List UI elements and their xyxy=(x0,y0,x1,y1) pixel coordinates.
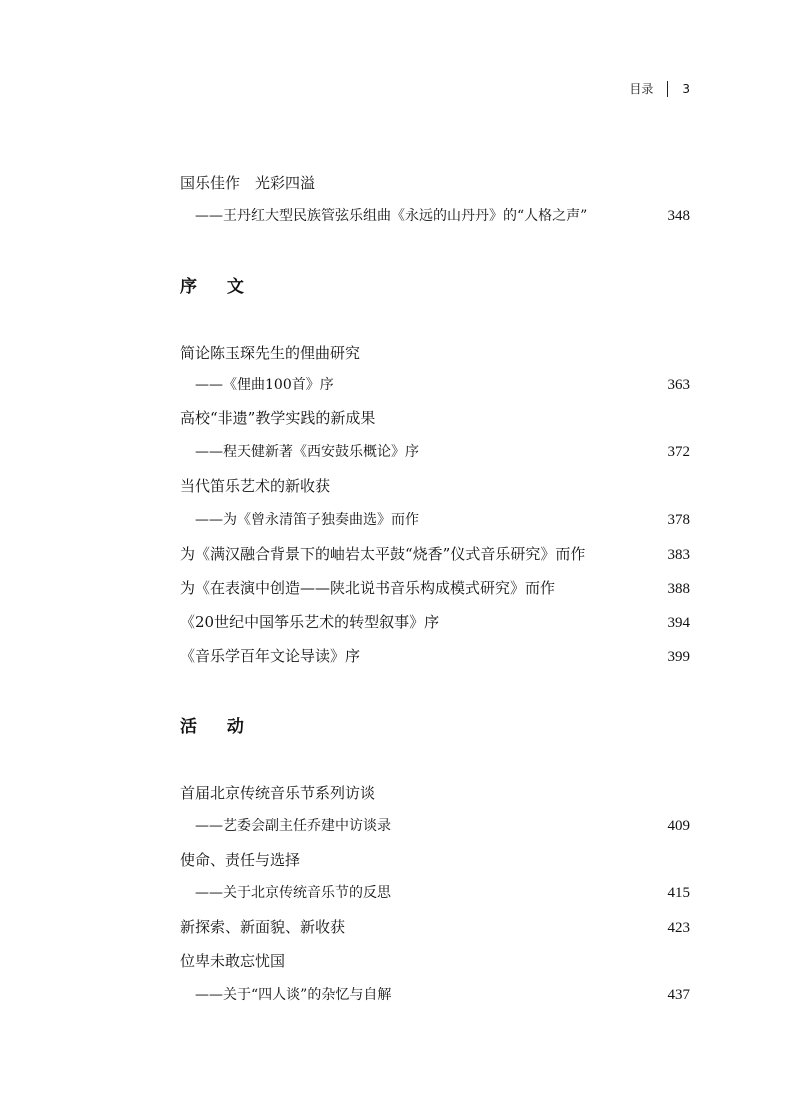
toc-entry-title: 国乐佳作 光彩四溢 xyxy=(180,174,316,192)
toc-line: 为《满汉融合背景下的岫岩太平鼓“烧香”仪式音乐研究》而作 383 xyxy=(180,545,690,563)
toc-line: 为《在表演中创造——陕北说书音乐构成模式研究》而作 388 xyxy=(180,579,690,597)
header-label: 目录 xyxy=(629,82,654,96)
toc-line: ——为《曾永清笛子独奏曲选》而作 378 xyxy=(195,512,690,528)
toc-line: ——关于北京传统音乐节的反思 415 xyxy=(195,885,690,901)
toc-line: ——关于“四人谈”的杂忆与自解 437 xyxy=(195,987,690,1003)
toc-line: 高校“非遗”教学实践的新成果 xyxy=(180,409,376,427)
toc-line: 新探索、新面貌、新收获 423 xyxy=(180,918,690,936)
header-page-number: 3 xyxy=(682,81,690,96)
toc-entry-subtitle: ——王丹红大型民族管弦乐组曲《永远的山丹丹》的“人格之声” 348 xyxy=(195,208,690,224)
toc-line: 简论陈玉琛先生的俚曲研究 xyxy=(180,344,361,362)
section-heading: 序 文 xyxy=(180,277,256,297)
running-header xyxy=(629,80,690,97)
toc-line: 使命、责任与选择 xyxy=(180,851,301,869)
toc-line: 首届北京传统音乐节系列访谈 xyxy=(180,784,376,802)
toc-line: 《音乐学百年文论导读》序 399 xyxy=(180,647,690,665)
section-heading: 活 动 xyxy=(180,717,256,737)
toc-line: 位卑未敢忘忧国 xyxy=(180,952,286,970)
header-divider xyxy=(667,81,668,97)
toc-line: ——程天健新著《西安鼓乐概论》序 372 xyxy=(195,444,690,460)
toc-line: ——《俚曲100首》序 363 xyxy=(195,377,690,393)
toc-line: 《20世纪中国筝乐艺术的转型叙事》序 394 xyxy=(180,613,690,631)
toc-line: 当代笛乐艺术的新收获 xyxy=(180,477,331,495)
toc-line: ——艺委会副主任乔建中访谈录 409 xyxy=(195,818,690,834)
page-number: 348 xyxy=(667,208,690,224)
